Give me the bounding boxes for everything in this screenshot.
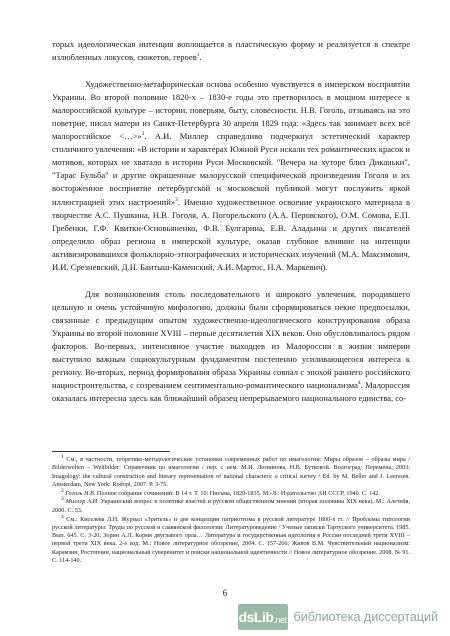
paragraph-tail: . Именно художественное освоение украинского материала в творчестве А.С. Пушкина, Н.В. Гоголя, А. Погорельского (А.А. Перовского), О.М. Сомова, Е.П. Гребенки, Г.Ф. Квитки-Основьяненко, Ф.В. Булгарина, Е.В. Аладьина и других писателей определило образ региона в имперской культуре, оказав глубокое влияние на интенции активизировавшихся фольклорно-этнографических и исторических изучений (М.А. Максимович, И.И. Срезневский, Д.Н. Бантыш-Каменский, А.И. Мартос, Н.А. Маркевич). bbox=[52, 196, 410, 272]
footnote-author: Миллер А.И. bbox=[65, 498, 99, 506]
footnote bbox=[52, 498, 410, 515]
footnote bbox=[52, 487, 410, 498]
paragraph-tail: . Малороссия оказалась интересна здесь как ближайший образец непрерываемого национального единства, со- bbox=[52, 380, 410, 404]
paragraph bbox=[52, 288, 410, 405]
footnote-text: См., в частности, теоретико-методологические установки современных работ по имагологии: Миры образов – образы мира / Bilderwelten – Weltbilder: Справочник по имагологии / пер. с нем. М.И. Логвинова, Н.В. Бутковой. Волгоград: Перемена, 2003; Imagology: the cultural construction and literary representation of national characters: a critical survey / Ed. by M. Beller and J. Leerssen. Amsterdam, New York: Rodopi, 2007. P. 3-75. bbox=[52, 456, 411, 488]
paragraph-tail: . А.И. Миллер справедливо подчеркнул эстетический характер столичного увлечения: «В истории и характерах Южной Руси искали тех романтических красок и мотивов, которых не хватало в истории Руси Московской. "Вечера на хуторе близ Диканьки", "Тарас Бульба" и другие окрашенные малорусской специфической произведения Гоголя и их восторженное восприятие петербургской и московской публикой могут послужить яркой иллюстрацией этих настроений» bbox=[52, 131, 410, 207]
footnote-text: Полное собрание сочинений: В 14 т. Т. 10: Письма, 1820-1835. М.-Л.: Издательство АН СССР, 1940. С. 142. bbox=[95, 489, 380, 497]
logo-suffix: .net bbox=[273, 614, 287, 625]
main-text bbox=[52, 38, 410, 405]
footnote-number: 4 bbox=[61, 513, 64, 520]
logo-text: dsLib bbox=[238, 609, 274, 625]
paragraph-continuation bbox=[52, 38, 410, 64]
footnotes bbox=[52, 453, 411, 566]
paragraph-text: Художественно-метафорическая основа особенно чувствуется в имперском восприятии Украины. Во второй половине 1820-х – 1830-е годы это претворилось в мощном интересе к малороссийской культуре – истории, поверьям, быту, словесности. Н.В. Гоголь, отзываясь на это поветрие, писал матери из Санкт-Петербурга 30 апреля 1829 года: «Здесь так занимает всех всё малороссийское <…>» bbox=[52, 79, 410, 142]
footnote-author: Гоголь Н.В. bbox=[65, 489, 96, 497]
footnote-text: См.: Киселева Л.Н. Журнал «Зритель» и две концепции патриотизма в русской литературе 1800-х гг. // Проблемы типологии русской литературы: Труды по русской и славянской филологии: Литературоведение / Ученые записки Тартуского университета. 1985. Вып. 645. С. 3-20; Зорин А.Л. Кормя двуглавого орла… Литература и государственная идеология в России последней трети XVIII – первой трети XIX века. 2-е изд. М.: Новое литературное обозрение, 2004. С. 157-266; Живов В.М. Чувствительный национализм: Карамзин, Ростопчин, национальный суверенитет и поиски национальной идентичности // Новое литературное обозрение. 2008. № 91. С. 114-140. bbox=[52, 515, 410, 565]
footnote-number: 3 bbox=[61, 496, 64, 503]
footnote-ref[interactable]: 2 bbox=[141, 131, 145, 138]
footnote bbox=[52, 453, 411, 489]
watermark[interactable] bbox=[238, 604, 438, 630]
footnote-number: 1 bbox=[61, 453, 64, 460]
footnote-ref[interactable]: 4 bbox=[357, 380, 361, 387]
footnote-separator bbox=[52, 451, 170, 452]
paragraph-text: торых идеологическая интенция воплощается в пластическую форму и реализуется в спектре излюбленных локусов, сюжетов, героев bbox=[52, 39, 410, 63]
paragraph-tail: . bbox=[199, 52, 202, 63]
footnote bbox=[52, 513, 410, 566]
dslib-logo bbox=[238, 604, 288, 630]
footnote-number: 2 bbox=[61, 487, 64, 494]
footnote-text: Украинский вопрос в политике властей и русском общественном мнении (вторая половина XIX века). М.: Алетейя, 2000. С. 53. bbox=[52, 498, 411, 514]
footnote-ref[interactable]: 3 bbox=[175, 196, 178, 203]
page-number: 6 bbox=[222, 588, 228, 598]
footnote-ref[interactable]: 1 bbox=[196, 52, 200, 59]
watermark-caption: библиотека диссертаций bbox=[293, 610, 438, 624]
paragraph bbox=[52, 78, 410, 274]
paragraph-text: Для возникновения столь последовательного и широкого увлечения, породившего цельную и очень устойчивую мифологию, должны были сформироваться некие предпосылки, связанные с предыдущим опытом художественно-идеологического конструирования образа Украины во второй половине XVIII – первые десятилетия XIX веков. Оно обусловливалось рядом факторов. Во-первых, интенсивное участие выходцев из Малороссии в жизни империи выступило важным социокультурным фундаментом постепенно усиливающегося интереса к региону. Во-вторых, период формирования образа Украины совпал с эпохой раннего российского нациостроительства, с созреванием сентиментально-романтического национализма bbox=[52, 288, 410, 391]
